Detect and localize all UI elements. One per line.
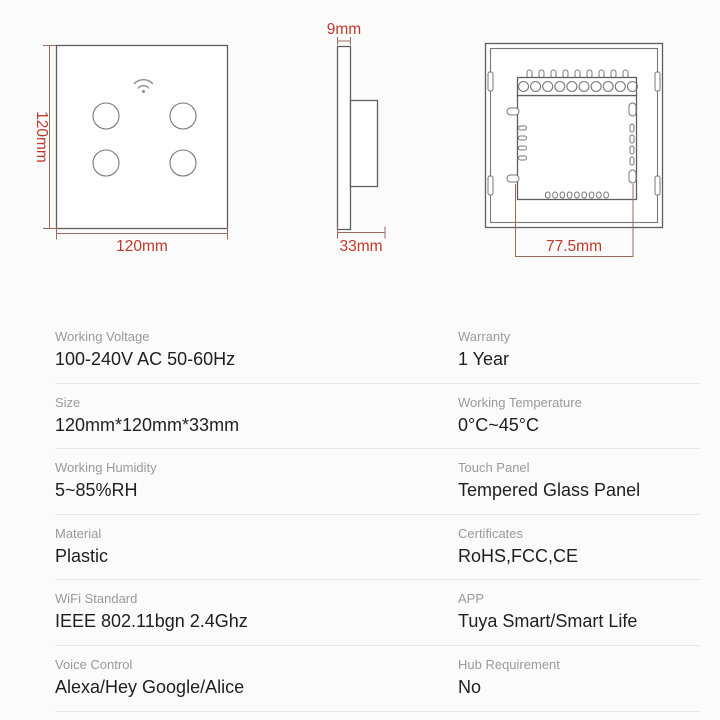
- spec-table: [55, 318, 700, 712]
- spec-label: Hub Requirement: [458, 656, 560, 672]
- spec-value: 5~85%RH: [55, 480, 138, 501]
- spec-cell-size: [55, 395, 458, 449]
- front-panel-outline: [57, 46, 228, 229]
- frame-slot: [655, 72, 660, 91]
- spec-row: [55, 515, 700, 581]
- spec-value: 0°C~45°C: [458, 414, 539, 435]
- terminal-tabs: [527, 70, 628, 78]
- spec-value: Tempered Glass Panel: [458, 480, 641, 501]
- frame-slot: [655, 176, 660, 195]
- spec-value: 100-240V AC 50-60Hz: [55, 349, 236, 369]
- front-height-dimension-label: 120mm: [33, 111, 50, 163]
- spec-value: Alexa/Hey Google/Alice: [55, 676, 245, 697]
- side-panel-outline: [338, 47, 351, 230]
- spec-value: 120mm*120mm*33mm: [55, 414, 240, 435]
- spec-value: Tuya Smart/Smart Life: [458, 611, 638, 632]
- side-body-outline: [351, 101, 378, 187]
- bottom-vents: [546, 192, 609, 198]
- spec-cell-material: [55, 526, 458, 580]
- spec-value: 1 Year: [458, 349, 510, 369]
- spec-cell-working-humidity: [55, 460, 458, 514]
- spec-label: WiFi Standard: [55, 591, 138, 607]
- spec-cell-app: [458, 591, 700, 645]
- spec-label: Warranty: [458, 329, 511, 344]
- spec-label: Working Voltage: [55, 329, 150, 344]
- spec-label: Certificates: [458, 525, 524, 541]
- mounting-hole: [507, 175, 519, 182]
- mounting-hole: [629, 170, 636, 183]
- back-mounting-dimension-label: 77.5mm: [546, 238, 602, 255]
- spec-cell-touch-panel: [458, 460, 700, 514]
- back-body-outline: [518, 96, 637, 200]
- spec-value: IEEE 802.11bgn 2.4Ghz: [55, 611, 248, 632]
- spec-row: [55, 318, 700, 384]
- spec-cell-working-voltage: [55, 329, 458, 383]
- frame-slot: [488, 72, 493, 91]
- spec-cell-hub-requirement: [458, 657, 700, 711]
- spec-label: Material: [55, 525, 102, 541]
- spec-row: [55, 580, 700, 646]
- spec-row: [55, 384, 700, 450]
- spec-label: Voice Control: [55, 656, 133, 672]
- spec-label: Touch Panel: [458, 460, 530, 476]
- spec-value: RoHS,FCC,CE: [458, 545, 579, 566]
- technical-drawings: [0, 0, 720, 300]
- spec-label: APP: [458, 591, 485, 607]
- spec-cell-voice-control: [55, 657, 458, 711]
- spec-label: Working Humidity: [55, 460, 157, 476]
- spec-cell-warranty: [458, 329, 700, 383]
- spec-cell-certificates: [458, 526, 700, 580]
- side-view-drawing: [327, 21, 385, 255]
- spec-cell-wifi-standard: [55, 591, 458, 645]
- spec-row: [55, 646, 700, 712]
- front-width-dimension-label: 120mm: [116, 238, 168, 255]
- back-view-drawing: [486, 44, 663, 257]
- side-thickness-dimension-label: 9mm: [326, 21, 362, 38]
- side-depth-dimension-label: 33mm: [339, 238, 383, 255]
- spec-value: Plastic: [55, 545, 109, 566]
- spec-cell-working-temperature: [458, 395, 700, 449]
- mounting-hole: [507, 108, 519, 115]
- spec-value: No: [458, 676, 482, 697]
- spec-label: Working Temperature: [458, 394, 582, 410]
- frame-slot: [488, 176, 493, 195]
- spec-label: Size: [55, 394, 81, 410]
- mounting-hole: [629, 103, 636, 116]
- side-thickness-dimension-line: [338, 37, 351, 45]
- spec-row: [55, 449, 700, 515]
- front-view-drawing: [33, 46, 228, 256]
